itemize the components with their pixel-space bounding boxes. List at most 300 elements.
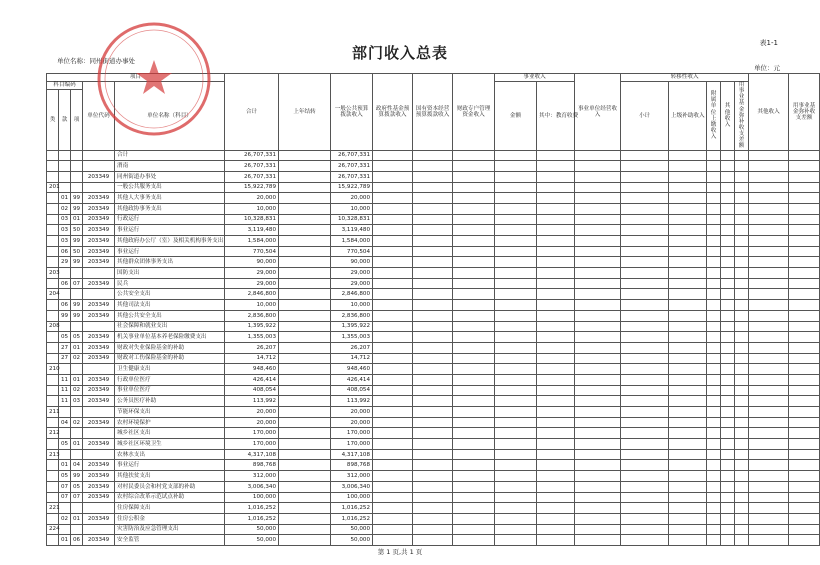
cell-empty xyxy=(621,342,669,353)
cell-empty xyxy=(495,150,537,161)
cell-empty xyxy=(621,492,669,503)
cell-empty xyxy=(453,236,495,247)
cell-xiang: 05 xyxy=(71,481,83,492)
cell-general-budget: 1,395,922 xyxy=(331,321,373,332)
cell-empty xyxy=(707,268,721,279)
cell-empty xyxy=(537,396,575,407)
cell-empty xyxy=(373,278,413,289)
cell-empty xyxy=(669,289,707,300)
cell-empty xyxy=(721,161,735,172)
cell-empty xyxy=(373,513,413,524)
cell-empty xyxy=(721,492,735,503)
cell-name: 事业单位医疗 xyxy=(115,385,225,396)
cell-empty xyxy=(621,385,669,396)
cell-empty xyxy=(789,268,820,279)
cell-empty xyxy=(413,300,453,311)
cell-empty xyxy=(707,407,721,418)
cell-xiang xyxy=(71,364,83,375)
cell-empty xyxy=(749,481,789,492)
cell-general-budget: 3,119,480 xyxy=(331,225,373,236)
cell-xiang: 01 xyxy=(71,513,83,524)
cell-unit-code: 203349 xyxy=(83,193,115,204)
cell-empty xyxy=(373,321,413,332)
cell-empty xyxy=(575,353,621,364)
cell-empty xyxy=(621,203,669,214)
cell-empty xyxy=(453,214,495,225)
cell-name: 公务员医疗补助 xyxy=(115,396,225,407)
cell-empty xyxy=(413,203,453,214)
cell-empty xyxy=(749,396,789,407)
table-row xyxy=(47,225,820,236)
cell-general-budget: 1,355,003 xyxy=(331,332,373,343)
cell-unit-code: 203349 xyxy=(83,214,115,225)
cell-empty xyxy=(495,407,537,418)
cell-xiang: 02 xyxy=(71,353,83,364)
cell-empty xyxy=(621,353,669,364)
cell-empty xyxy=(669,332,707,343)
cell-empty xyxy=(453,161,495,172)
cell-name: 其他司法支出 xyxy=(115,300,225,311)
cell-empty xyxy=(453,332,495,343)
header-other-income: 其他收入 xyxy=(749,74,789,151)
cell-empty xyxy=(789,492,820,503)
cell-kuan xyxy=(59,171,71,182)
cell-xiang xyxy=(71,321,83,332)
cell-empty xyxy=(789,524,820,535)
cell-empty xyxy=(413,236,453,247)
cell-empty xyxy=(621,300,669,311)
cell-total: 90,000 xyxy=(225,257,279,268)
cell-carryover xyxy=(279,278,331,289)
cell-total: 10,000 xyxy=(225,203,279,214)
cell-empty xyxy=(669,385,707,396)
cell-empty xyxy=(721,481,735,492)
cell-empty xyxy=(735,407,749,418)
cell-total: 20,000 xyxy=(225,417,279,428)
cell-total: 29,000 xyxy=(225,278,279,289)
cell-total: 1,584,000 xyxy=(225,236,279,247)
cell-empty xyxy=(575,449,621,460)
page-footer: 第 1 页,共 1 页 xyxy=(377,548,423,556)
cell-unit-code xyxy=(83,289,115,300)
cell-empty xyxy=(749,161,789,172)
cell-unit-code xyxy=(83,150,115,161)
cell-empty xyxy=(453,353,495,364)
table-row xyxy=(47,236,820,247)
cell-empty xyxy=(453,481,495,492)
cell-unit-code: 203349 xyxy=(83,492,115,503)
cell-empty xyxy=(669,407,707,418)
cell-empty xyxy=(669,503,707,514)
cell-xiang: 04 xyxy=(71,460,83,471)
table-row xyxy=(47,150,820,161)
cell-empty xyxy=(373,150,413,161)
cell-empty xyxy=(789,300,820,311)
cell-empty xyxy=(495,332,537,343)
cell-carryover xyxy=(279,396,331,407)
cell-total: 100,000 xyxy=(225,492,279,503)
cell-empty xyxy=(735,471,749,482)
cell-empty xyxy=(373,353,413,364)
header-fin-special: 财政专户管理资金收入 xyxy=(453,74,495,151)
table-row xyxy=(47,300,820,311)
cell-empty xyxy=(453,364,495,375)
cell-empty xyxy=(669,246,707,257)
cell-empty xyxy=(789,246,820,257)
cell-empty xyxy=(495,364,537,375)
table-row xyxy=(47,492,820,503)
cell-empty xyxy=(789,193,820,204)
cell-lei xyxy=(47,385,59,396)
cell-empty xyxy=(575,364,621,375)
cell-empty xyxy=(495,300,537,311)
cell-lei xyxy=(47,492,59,503)
cell-empty xyxy=(735,310,749,321)
cell-empty xyxy=(669,171,707,182)
cell-lei: 204 xyxy=(47,289,59,300)
cell-total: 26,707,331 xyxy=(225,171,279,182)
cell-empty xyxy=(735,225,749,236)
cell-unit-code: 203349 xyxy=(83,396,115,407)
cell-empty xyxy=(721,225,735,236)
cell-empty xyxy=(621,225,669,236)
cell-empty xyxy=(413,246,453,257)
cell-general-budget: 1,016,252 xyxy=(331,503,373,514)
cell-total: 3,119,480 xyxy=(225,225,279,236)
revenue-table xyxy=(46,73,820,546)
table-row xyxy=(47,396,820,407)
cell-empty xyxy=(735,524,749,535)
cell-lei xyxy=(47,203,59,214)
cell-general-budget: 408,054 xyxy=(331,385,373,396)
cell-lei xyxy=(47,171,59,182)
cell-carryover xyxy=(279,535,331,546)
cell-general-budget: 50,000 xyxy=(331,535,373,546)
cell-empty xyxy=(621,332,669,343)
cell-empty xyxy=(413,428,453,439)
cell-lei xyxy=(47,513,59,524)
cell-empty xyxy=(789,332,820,343)
cell-empty xyxy=(735,417,749,428)
cell-empty xyxy=(495,268,537,279)
cell-lei xyxy=(47,193,59,204)
cell-empty xyxy=(413,492,453,503)
table-row xyxy=(47,374,820,385)
table-row xyxy=(47,407,820,418)
cell-carryover xyxy=(279,417,331,428)
cell-empty xyxy=(495,278,537,289)
table-row xyxy=(47,428,820,439)
table-row xyxy=(47,503,820,514)
cell-empty xyxy=(373,385,413,396)
cell-empty xyxy=(373,246,413,257)
cell-total: 50,000 xyxy=(225,524,279,535)
cell-empty xyxy=(669,492,707,503)
cell-empty xyxy=(789,310,820,321)
cell-empty xyxy=(537,310,575,321)
cell-empty xyxy=(373,524,413,535)
cell-empty xyxy=(669,278,707,289)
cell-empty xyxy=(495,535,537,546)
cell-empty xyxy=(413,385,453,396)
cell-empty xyxy=(373,310,413,321)
cell-xiang xyxy=(71,449,83,460)
cell-empty xyxy=(721,428,735,439)
cell-empty xyxy=(413,171,453,182)
cell-empty xyxy=(621,417,669,428)
cell-empty xyxy=(669,439,707,450)
table-row xyxy=(47,182,820,193)
cell-empty xyxy=(413,353,453,364)
cell-name: 事业运行 xyxy=(115,246,225,257)
cell-empty xyxy=(575,492,621,503)
cell-empty xyxy=(749,503,789,514)
cell-empty xyxy=(413,364,453,375)
cell-general-budget: 20,000 xyxy=(331,417,373,428)
cell-general-budget: 26,207 xyxy=(331,342,373,353)
cell-empty xyxy=(721,353,735,364)
cell-general-budget: 10,328,831 xyxy=(331,214,373,225)
cell-empty xyxy=(621,246,669,257)
cell-empty xyxy=(735,535,749,546)
cell-empty xyxy=(575,471,621,482)
cell-lei xyxy=(47,535,59,546)
cell-empty xyxy=(495,481,537,492)
cell-empty xyxy=(453,321,495,332)
cell-xiang: 99 xyxy=(71,310,83,321)
cell-lei xyxy=(47,150,59,161)
cell-empty xyxy=(413,257,453,268)
cell-empty xyxy=(453,246,495,257)
cell-carryover xyxy=(279,513,331,524)
cell-empty xyxy=(537,182,575,193)
cell-xiang xyxy=(71,503,83,514)
cell-empty xyxy=(789,449,820,460)
cell-empty xyxy=(453,300,495,311)
cell-empty xyxy=(575,182,621,193)
cell-empty xyxy=(537,236,575,247)
cell-carryover xyxy=(279,225,331,236)
cell-unit-code: 203349 xyxy=(83,385,115,396)
cell-name: 渭南 xyxy=(115,161,225,172)
cell-empty xyxy=(413,332,453,343)
cell-kuan: 01 xyxy=(59,193,71,204)
cell-carryover xyxy=(279,332,331,343)
cell-general-budget: 29,000 xyxy=(331,278,373,289)
header-business-income: 事业收入 xyxy=(495,74,575,82)
cell-empty xyxy=(669,225,707,236)
cell-empty xyxy=(735,236,749,247)
cell-empty xyxy=(413,417,453,428)
cell-empty xyxy=(373,342,413,353)
cell-empty xyxy=(413,193,453,204)
cell-kuan: 29 xyxy=(59,257,71,268)
cell-lei xyxy=(47,332,59,343)
cell-empty xyxy=(735,449,749,460)
cell-empty xyxy=(621,236,669,247)
cell-empty xyxy=(575,396,621,407)
cell-unit-code: 203349 xyxy=(83,417,115,428)
cell-empty xyxy=(453,492,495,503)
cell-empty xyxy=(749,182,789,193)
cell-kuan: 27 xyxy=(59,342,71,353)
cell-kuan: 27 xyxy=(59,353,71,364)
cell-empty xyxy=(721,407,735,418)
cell-empty xyxy=(575,503,621,514)
cell-empty xyxy=(749,268,789,279)
cell-empty xyxy=(621,513,669,524)
cell-xiang xyxy=(71,171,83,182)
cell-empty xyxy=(373,439,413,450)
cell-name: 合计 xyxy=(115,150,225,161)
cell-empty xyxy=(495,182,537,193)
cell-empty xyxy=(749,449,789,460)
cell-empty xyxy=(495,214,537,225)
table-row xyxy=(47,257,820,268)
cell-carryover xyxy=(279,214,331,225)
cell-empty xyxy=(735,492,749,503)
cell-total: 1,016,252 xyxy=(225,513,279,524)
cell-unit-code xyxy=(83,161,115,172)
cell-empty xyxy=(669,150,707,161)
cell-empty xyxy=(373,503,413,514)
cell-empty xyxy=(721,257,735,268)
header-transfer: 转移性收入 xyxy=(621,74,749,82)
cell-kuan xyxy=(59,289,71,300)
cell-empty xyxy=(537,289,575,300)
cell-general-budget: 26,707,331 xyxy=(331,171,373,182)
cell-lei xyxy=(47,353,59,364)
cell-empty xyxy=(735,396,749,407)
cell-empty xyxy=(453,268,495,279)
cell-carryover xyxy=(279,407,331,418)
header-kuan: 款 xyxy=(59,90,71,151)
cell-empty xyxy=(707,460,721,471)
cell-empty xyxy=(789,342,820,353)
cell-empty xyxy=(575,524,621,535)
cell-carryover xyxy=(279,257,331,268)
cell-empty xyxy=(453,150,495,161)
cell-carryover xyxy=(279,481,331,492)
cell-empty xyxy=(669,182,707,193)
cell-empty xyxy=(537,321,575,332)
cell-total: 10,000 xyxy=(225,300,279,311)
cell-empty xyxy=(789,481,820,492)
cell-empty xyxy=(707,214,721,225)
cell-lei: 211 xyxy=(47,407,59,418)
cell-empty xyxy=(537,171,575,182)
cell-empty xyxy=(453,374,495,385)
cell-name: 卫生健康支出 xyxy=(115,364,225,375)
cell-lei: 208 xyxy=(47,321,59,332)
cell-empty xyxy=(495,225,537,236)
cell-empty xyxy=(789,535,820,546)
cell-empty xyxy=(537,503,575,514)
table-number: 表1-1 xyxy=(759,39,778,47)
cell-kuan xyxy=(59,449,71,460)
cell-empty xyxy=(735,321,749,332)
cell-general-budget: 170,000 xyxy=(331,439,373,450)
cell-xiang xyxy=(71,407,83,418)
cell-empty xyxy=(721,342,735,353)
unit-name-label: 单位名称：同州街道办事处 xyxy=(57,57,135,65)
cell-empty xyxy=(575,342,621,353)
cell-empty xyxy=(721,535,735,546)
cell-empty xyxy=(413,374,453,385)
cell-empty xyxy=(749,385,789,396)
cell-unit-code: 203349 xyxy=(83,203,115,214)
cell-name: 其他政协事务支出 xyxy=(115,203,225,214)
cell-carryover xyxy=(279,161,331,172)
cell-name: 农村综合改革示范试点补助 xyxy=(115,492,225,503)
cell-empty xyxy=(749,492,789,503)
header-item: 项目 xyxy=(47,74,225,82)
cell-empty xyxy=(413,535,453,546)
cell-empty xyxy=(707,374,721,385)
cell-empty xyxy=(621,396,669,407)
cell-empty xyxy=(373,374,413,385)
cell-lei xyxy=(47,257,59,268)
cell-empty xyxy=(495,396,537,407)
table-row xyxy=(47,449,820,460)
cell-empty xyxy=(453,257,495,268)
cell-unit-code: 203349 xyxy=(83,332,115,343)
cell-empty xyxy=(537,150,575,161)
cell-empty xyxy=(575,300,621,311)
cell-kuan: 11 xyxy=(59,396,71,407)
cell-xiang: 99 xyxy=(71,300,83,311)
cell-empty xyxy=(735,374,749,385)
cell-empty xyxy=(575,535,621,546)
cell-lei xyxy=(47,246,59,257)
cell-empty xyxy=(789,374,820,385)
cell-xiang: 02 xyxy=(71,385,83,396)
cell-empty xyxy=(707,481,721,492)
cell-empty xyxy=(373,203,413,214)
cell-empty xyxy=(707,236,721,247)
cell-empty xyxy=(537,481,575,492)
cell-xiang: 03 xyxy=(71,396,83,407)
cell-empty xyxy=(789,503,820,514)
cell-xiang xyxy=(71,524,83,535)
cell-empty xyxy=(453,203,495,214)
cell-empty xyxy=(707,342,721,353)
cell-empty xyxy=(575,150,621,161)
cell-lei xyxy=(47,236,59,247)
cell-empty xyxy=(413,449,453,460)
cell-empty xyxy=(749,460,789,471)
cell-empty xyxy=(453,182,495,193)
cell-unit-code: 203349 xyxy=(83,236,115,247)
cell-empty xyxy=(373,289,413,300)
cell-lei: 212 xyxy=(47,428,59,439)
cell-name: 公共安全支出 xyxy=(115,289,225,300)
cell-empty xyxy=(575,257,621,268)
cell-carryover xyxy=(279,385,331,396)
cell-empty xyxy=(669,428,707,439)
header-misc: 其他收入 xyxy=(721,82,735,151)
cell-empty xyxy=(721,524,735,535)
cell-total: 50,000 xyxy=(225,535,279,546)
cell-lei xyxy=(47,439,59,450)
cell-empty xyxy=(373,535,413,546)
cell-empty xyxy=(789,214,820,225)
cell-empty xyxy=(621,449,669,460)
cell-empty xyxy=(789,182,820,193)
table-row xyxy=(47,364,820,375)
cell-total: 426,414 xyxy=(225,374,279,385)
cell-kuan xyxy=(59,503,71,514)
